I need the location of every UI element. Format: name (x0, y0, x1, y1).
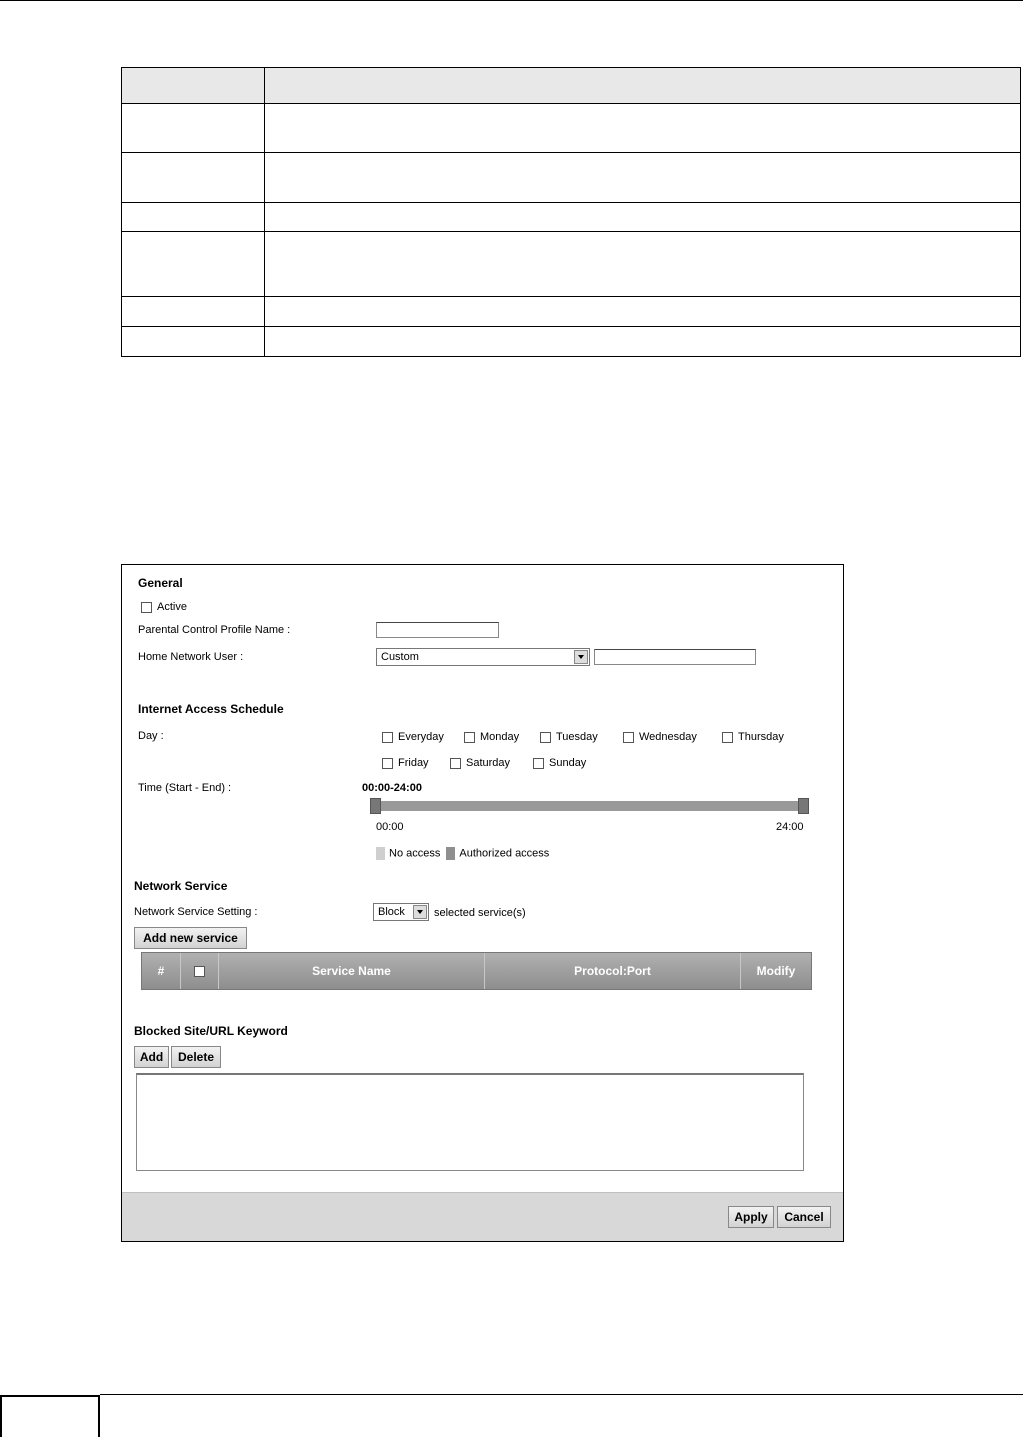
day-option-monday[interactable] (464, 731, 519, 743)
description-table-header (122, 68, 1020, 104)
day-checkbox[interactable] (464, 732, 475, 743)
legend-no-access: No access (389, 847, 441, 860)
delete-keyword-button[interactable]: Delete (171, 1046, 221, 1068)
day-checkbox[interactable] (382, 758, 393, 769)
cancel-button[interactable]: Cancel (777, 1206, 831, 1228)
time-slider-start-handle[interactable] (370, 798, 381, 814)
row-divider (122, 152, 1020, 153)
day-option-friday[interactable] (382, 757, 429, 769)
parental-control-profile-panel (121, 564, 844, 1242)
keyword-list[interactable] (136, 1073, 804, 1171)
time-range-value: 00:00-24:00 (362, 782, 422, 794)
column-select-all (181, 953, 219, 989)
column-modify: Modify (756, 964, 796, 978)
day-option-wednesday[interactable] (623, 731, 697, 743)
day-checkbox[interactable] (722, 732, 733, 743)
day-checkbox[interactable] (450, 758, 461, 769)
network-service-setting-label: Network Service Setting : (134, 906, 258, 918)
day-label-wednesday: Wednesday (639, 731, 697, 743)
profile-name-label: Parental Control Profile Name : (138, 624, 291, 636)
page-top-rule (0, 0, 1023, 1)
add-new-service-button[interactable]: Add new service (134, 927, 247, 949)
row-divider (122, 326, 1020, 327)
active-label: Active (157, 601, 187, 613)
column-divider (264, 68, 265, 356)
authorized-swatch (446, 847, 455, 860)
day-checkbox[interactable] (540, 732, 551, 743)
blocked-keyword-section-title: Blocked Site/URL Keyword (134, 1024, 288, 1038)
day-label: Day : (138, 730, 164, 742)
column-protocol-port: Protocol:Port (485, 953, 741, 989)
legend-authorized: Authorized access (459, 847, 550, 860)
day-option-saturday[interactable] (450, 757, 510, 769)
add-keyword-button[interactable]: Add (134, 1046, 169, 1068)
day-checkbox[interactable] (533, 758, 544, 769)
day-label-sunday: Sunday (549, 757, 587, 769)
network-service-setting-value: Block (378, 906, 405, 918)
active-checkbox-row[interactable] (141, 601, 187, 613)
network-service-section-title: Network Service (134, 879, 228, 893)
home-user-label: Home Network User : (138, 651, 244, 663)
active-checkbox[interactable] (141, 602, 152, 613)
day-label-tuesday: Tuesday (556, 731, 598, 743)
description-table (121, 67, 1021, 357)
page-number-box (0, 1395, 100, 1437)
day-label-monday: Monday (480, 731, 520, 743)
profile-name-input[interactable] (376, 622, 499, 638)
time-end-label: 24:00 (776, 821, 804, 833)
no-access-swatch (376, 847, 385, 860)
general-section-title: General (138, 576, 183, 590)
page-bottom-rule (100, 1394, 1023, 1395)
slider-legend (376, 847, 549, 860)
day-label-friday: Friday (398, 757, 429, 769)
row-divider (122, 202, 1020, 203)
home-user-custom-input[interactable] (594, 649, 756, 665)
column-service-name: Service Name (219, 953, 485, 989)
network-service-setting-select[interactable] (373, 903, 429, 921)
chevron-down-icon[interactable] (413, 905, 427, 919)
time-slider-track[interactable] (375, 801, 808, 811)
network-service-setting-suffix: selected service(s) (434, 907, 526, 919)
day-label-saturday: Saturday (466, 757, 511, 769)
chevron-down-icon[interactable] (574, 650, 588, 664)
apply-button[interactable]: Apply (728, 1206, 774, 1228)
day-option-thursday[interactable] (722, 731, 784, 743)
day-option-everyday[interactable] (382, 731, 444, 743)
time-start-label: 00:00 (376, 821, 404, 833)
time-slider-end-handle[interactable] (798, 798, 809, 814)
day-label-everyday: Everyday (398, 731, 444, 743)
time-label: Time (Start - End) : (138, 782, 232, 794)
column-number: # (142, 953, 181, 989)
service-table-header (141, 952, 812, 990)
panel-footer (122, 1192, 843, 1241)
day-option-sunday[interactable] (533, 757, 586, 769)
day-checkbox[interactable] (623, 732, 634, 743)
day-label-thursday: Thursday (738, 731, 784, 743)
select-all-checkbox[interactable] (194, 966, 205, 977)
home-user-select[interactable] (376, 648, 590, 666)
schedule-section-title: Internet Access Schedule (138, 702, 284, 716)
day-option-tuesday[interactable] (540, 731, 598, 743)
home-user-value: Custom (381, 651, 419, 663)
row-divider (122, 231, 1020, 232)
row-divider (122, 296, 1020, 297)
day-checkbox[interactable] (382, 732, 393, 743)
